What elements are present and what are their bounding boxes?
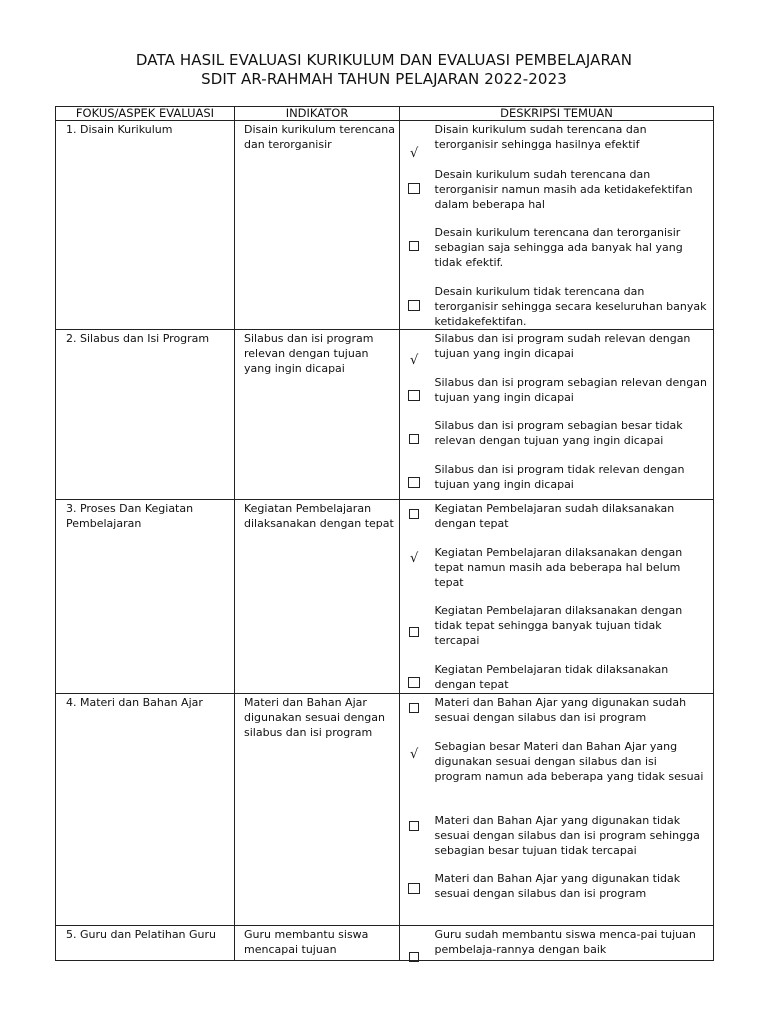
document-title: DATA HASIL EVALUASI KURIKULUM DAN EVALUASI PEMBELAJARAN (135, 51, 633, 69)
checkbox-column (400, 500, 428, 694)
checkbox-empty-icon[interactable] (408, 390, 420, 401)
checkbox-empty-icon[interactable] (408, 677, 420, 688)
document-subtitle: SDIT AR-RAHMAH TAHUN PELAJARAN 2022-2023 (201, 70, 567, 88)
checkbox-column (400, 926, 428, 961)
check-mark-icon[interactable]: √ (410, 353, 419, 368)
check-mark-icon[interactable]: √ (410, 146, 419, 161)
checkbox-empty-icon[interactable] (408, 477, 420, 488)
checkbox-empty-icon[interactable] (409, 952, 419, 962)
checkbox-empty-icon[interactable] (409, 821, 419, 831)
header-aspect: FOKUS/ASPEK EVALUASI (56, 107, 235, 121)
table-row (56, 926, 714, 961)
header-description: DESKRIPSI TEMUAN (400, 107, 714, 121)
finding-description: Guru sudah membantu siswa menca-pai tujuan pembelaja-rannya dengan baik (434, 928, 696, 956)
checkbox-empty-icon[interactable] (408, 183, 420, 194)
finding-description: Sebagian besar Materi dan Bahan Ajar yang digunakan sesuai dengan silabus dan isi program namun ada beberapa yang tidak sesuai (434, 740, 704, 783)
finding-description: Desain kurikulum terencana dan terorganisir sebagian saja sehingga ada banyak hal yang tidak efektif. (434, 226, 683, 269)
finding-description: Kegiatan Pembelajaran dilaksanakan dengan tepat namun masih ada beberapa hal belum tepat (434, 546, 683, 589)
checkbox-empty-icon[interactable] (408, 883, 420, 894)
table-row (56, 694, 714, 926)
indicator-cell: Guru membantu siswa mencapai tujuan (235, 926, 400, 961)
description-column (428, 330, 714, 500)
table-body (56, 121, 714, 961)
finding-description: Disain kurikulum sudah terencana dan terorganisir sehingga hasilnya efektif (434, 123, 647, 151)
indicator-cell: Silabus dan isi program relevan dengan tujuan yang ingin dicapai (235, 330, 400, 500)
check-mark-icon[interactable]: √ (410, 747, 419, 762)
finding-description: Materi dan Bahan Ajar yang digunakan sudah sesuai dengan silabus dan isi program (434, 696, 687, 724)
table-row (56, 121, 714, 330)
checkbox-column (400, 694, 428, 926)
checkbox-column (400, 330, 428, 500)
description-column (428, 694, 714, 926)
aspect-cell: 1. Disain Kurikulum (56, 121, 235, 330)
finding-description: Materi dan Bahan Ajar yang digunakan tidak sesuai dengan silabus dan isi program sehingga sebagian besar tujuan tidak tercapai (434, 814, 700, 857)
finding-description: Silabus dan isi program sebagian relevan dengan tujuan yang ingin dicapai (434, 376, 707, 404)
aspect-cell: 5. Guru dan Pelatihan Guru (56, 926, 235, 961)
checkbox-empty-icon[interactable] (409, 703, 419, 713)
indicator-cell: Kegiatan Pembelajaran dilaksanakan dengan tepat (235, 500, 400, 694)
checkbox-column (400, 121, 428, 330)
check-mark-icon[interactable]: √ (410, 551, 419, 566)
finding-description: Kegiatan Pembelajaran sudah dilaksanakan dengan tepat (434, 502, 675, 530)
checkbox-empty-icon[interactable] (409, 627, 419, 637)
finding-description: Desain kurikulum sudah terencana dan terorganisir namun masih ada ketidakefektifan dalam beberapa hal (434, 168, 693, 211)
indicator-cell: Materi dan Bahan Ajar digunakan sesuai dengan silabus dan isi program (235, 694, 400, 926)
description-column (428, 121, 714, 330)
checkbox-empty-icon[interactable] (409, 509, 419, 519)
finding-description: Kegiatan Pembelajaran tidak dilaksanakan dengan tepat (434, 663, 669, 691)
finding-description: Desain kurikulum tidak terencana dan terorganisir sehingga secara keseluruhan banyak ketidakefektifan. (434, 285, 707, 328)
finding-description: Silabus dan isi program tidak relevan dengan tujuan yang ingin dicapai (434, 463, 685, 491)
checkbox-empty-icon[interactable] (409, 434, 419, 444)
description-column (428, 926, 714, 961)
aspect-cell: 4. Materi dan Bahan Ajar (56, 694, 235, 926)
finding-description: Materi dan Bahan Ajar yang digunakan tidak sesuai dengan silabus dan isi program (434, 872, 681, 900)
aspect-cell: 3. Proses Dan Kegiatan Pembelajaran (56, 500, 235, 694)
table-row (56, 330, 714, 500)
table-header-row (56, 107, 714, 121)
indicator-cell: Disain kurikulum terencana dan terorganisir (235, 121, 400, 330)
table-row (56, 500, 714, 694)
checkbox-empty-icon[interactable] (408, 300, 420, 311)
description-column (428, 500, 714, 694)
aspect-cell: 2. Silabus dan Isi Program (56, 330, 235, 500)
finding-description: Silabus dan isi program sudah relevan dengan tujuan yang ingin dicapai (434, 332, 691, 360)
finding-description: Kegiatan Pembelajaran dilaksanakan dengan tidak tepat sehingga banyak tujuan tidak tercapai (434, 604, 683, 647)
finding-description: Silabus dan isi program sebagian besar tidak relevan dengan tujuan yang ingin dicapai (434, 419, 683, 447)
checkbox-empty-icon[interactable] (409, 241, 419, 251)
header-indicator: INDIKATOR (235, 107, 400, 121)
evaluation-table (55, 106, 714, 961)
